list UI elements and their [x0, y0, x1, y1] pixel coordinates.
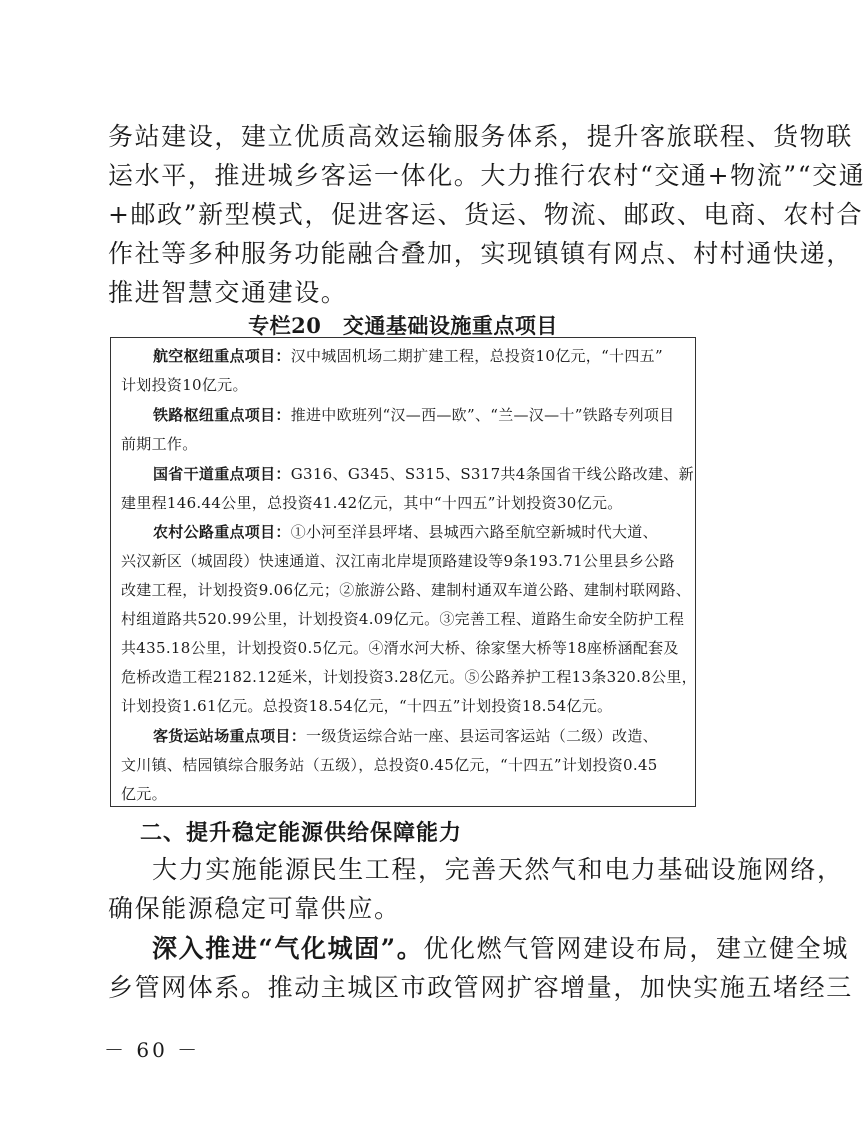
row-label: 农村公路重点项目： [153, 523, 291, 541]
energy-line: 大力实施能源民生工程，完善天然气和电力基础设施网络， [152, 855, 844, 884]
intro-line: +邮政”新型模式，促进客运、货运、物流、邮政、电商、农村合 [108, 200, 864, 229]
section-heading: 二、提升稳定能源供给保障能力 [140, 820, 463, 846]
row-text: 村组道路共520.99公里，计划投资4.09亿元。③完善工程、道路生命安全防护工程 [121, 610, 685, 628]
row-text: 共435.18公里，计划投资0.5亿元。④湑水河大桥、徐家堡大桥等18座桥涵配套及 [121, 639, 679, 657]
row-text: 改建工程，计划投资9.06亿元；②旅游公路、建制村通双车道公路、建制村联网路、 [121, 581, 692, 599]
box-row [121, 493, 623, 513]
row-text: ①小河至洋县坪堵、县城西六路至航空新城时代大道、 [290, 523, 658, 541]
box-row [121, 375, 248, 395]
intro-paragraph [108, 117, 865, 312]
box-row [153, 464, 694, 484]
row-text: 危桥改造工程2182.12延米，计划投资3.28亿元。⑤公路养护工程13条320.8公里， [121, 668, 697, 686]
row-text: 推进中欧班列“汉—西—欧”、“兰—汉—十”铁路专列项目 [290, 406, 675, 424]
intro-line: 务站建设，建立优质高效运输服务体系，提升客旅联程、货物联 [108, 122, 853, 151]
box-row [121, 784, 167, 804]
row-text: 亿元。 [121, 785, 167, 803]
row-text: 一级货运综合站一座、县运司客运站（二级）改造、 [306, 727, 658, 745]
intro-line: 推进智慧交通建设。 [108, 278, 348, 307]
row-text: 汉中城固机场二期扩建工程，总投资10亿元，“十四五” [290, 347, 663, 365]
box-row [121, 580, 691, 600]
gas-lead: 深入推进“气化城固”。 [152, 934, 424, 963]
box-row [153, 726, 658, 746]
gas-paragraph [108, 929, 853, 1007]
project-box [110, 337, 696, 807]
row-label: 客货运站场重点项目： [153, 727, 307, 745]
row-label: 铁路枢纽重点项目： [153, 406, 291, 424]
box-title: 专栏20 交通基础设施重点项目 [248, 313, 558, 338]
box-row [121, 551, 675, 571]
row-text: 前期工作。 [121, 435, 198, 453]
row-text: G316、G345、S315、S317共4条国省干线公路改建、新 [290, 465, 694, 483]
box-row [121, 609, 684, 629]
box-row [153, 522, 658, 542]
box-row [121, 696, 612, 716]
row-text: 兴汉新区（城固段）快速通道、汉江南北岸堤顶路建设等9条193.71公里县乡公路 [121, 552, 675, 570]
row-text: 计划投资10亿元。 [121, 376, 248, 394]
box-row [121, 434, 198, 454]
intro-line: 作社等多种服务功能融合叠加，实现镇镇有网点、村村通快递， [108, 239, 853, 268]
gas-line [108, 929, 849, 968]
gas-line1-rest: 优化燃气管网建设布局，建立健全城 [423, 934, 849, 963]
row-label: 国省干道重点项目： [153, 465, 291, 483]
box-row [121, 667, 697, 687]
energy-paragraph [108, 850, 844, 928]
energy-line: 确保能源稳定可靠供应。 [108, 894, 401, 923]
box-row [121, 755, 658, 775]
gas-line: 乡管网体系。推动主城区市政管网扩容增量，加快实施五堵经三 [108, 973, 853, 1002]
box-row [121, 638, 679, 658]
row-text: 计划投资1.61亿元。总投资18.54亿元，“十四五”计划投资18.54亿元。 [121, 697, 613, 715]
row-text: 建里程146.44公里，总投资41.42亿元，其中“十四五”计划投资30亿元。 [121, 494, 623, 512]
row-text: 文川镇、桔园镇综合服务站（五级），总投资0.45亿元，“十四五”计划投资0.45 [121, 756, 658, 774]
page-number: － 60 － [104, 1038, 201, 1062]
row-label: 航空枢纽重点项目： [153, 347, 291, 365]
box-row [153, 405, 674, 425]
intro-line: 运水平，推进城乡客运一体化。大力推行农村“交通+物流”“交通 [108, 161, 865, 190]
box-row [153, 346, 663, 366]
